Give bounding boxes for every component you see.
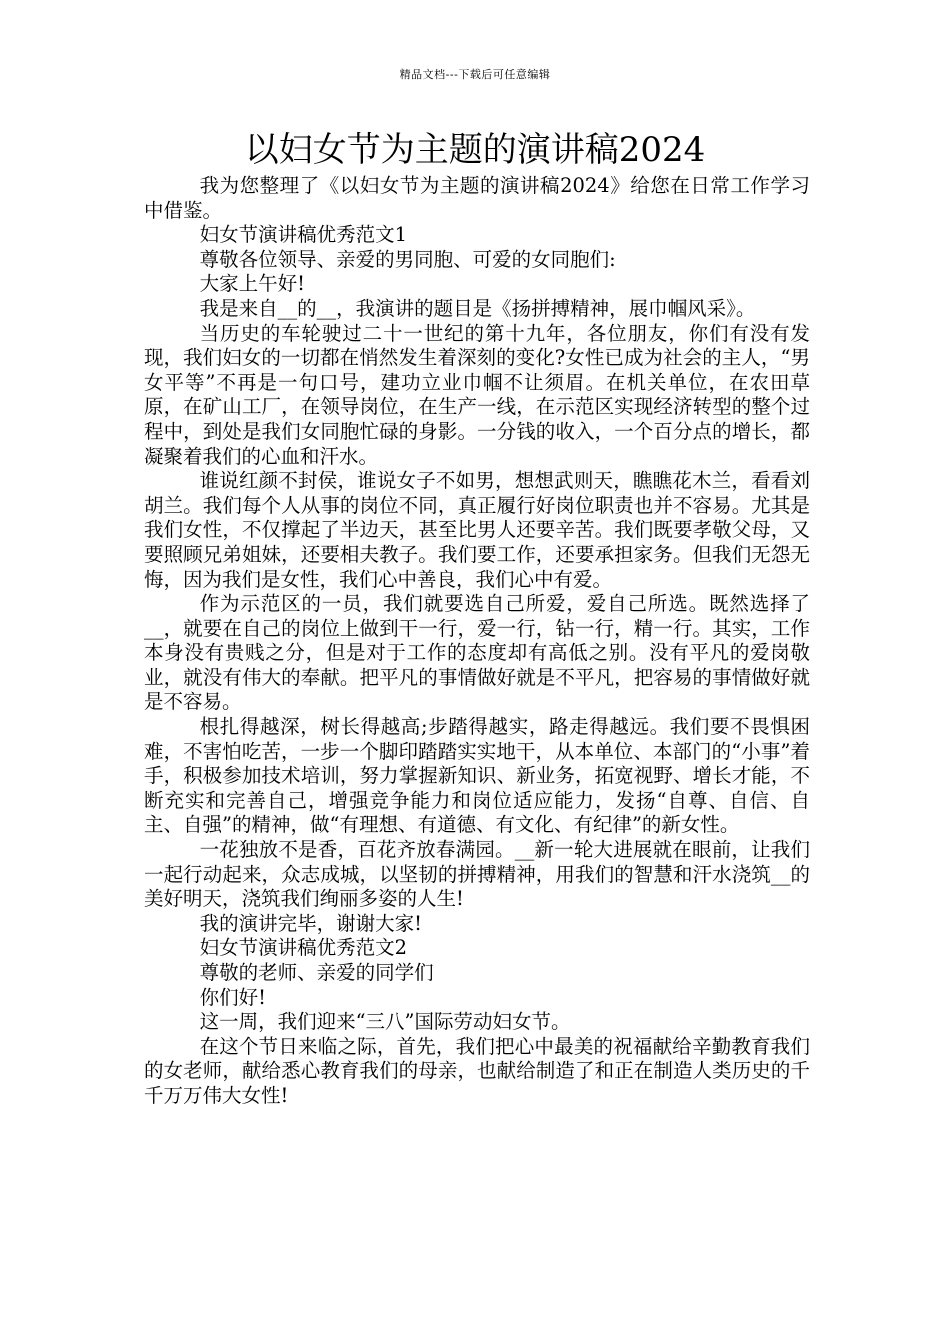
speech-paragraph: 一花独放不是香，百花齐放春满园。__新一轮大进展就在眼前，让我们一起行动起来，众志成城，以坚韧的拼搏精神，用我们的智慧和汗水浇筑__的美好明天，浇筑我们绚丽多姿的人生! — [144, 838, 810, 911]
speech-paragraph: 作为示范区的一员，我们就要选自己所爱，爱自己所选。既然选择了__，就要在自己的岗位上做到干一行，爱一行，钻一行，精一行。其实，工作本身没有贵贱之分，但是对于工作的态度却有高低之别。没有平凡的爱岗敬业，就没有伟大的奉献。把平凡的事情做好就是不平凡，把容易的事情做好就是不容易。 — [144, 592, 810, 714]
intro-paragraph: 我为您整理了《以妇女节为主题的演讲稿2024》给您在日常工作学习中借鉴。 — [144, 174, 810, 222]
salutation: 尊敬各位领导、亲爱的男同胞、可爱的女同胞们: — [199, 247, 616, 271]
speech-paragraph: 我是来自__的__，我演讲的题目是《扬拼搏精神，展巾帼风采》。 — [199, 296, 756, 320]
section-heading-1: 妇女节演讲稿优秀范文1 — [199, 223, 407, 247]
speech-paragraph: 这一周，我们迎来“三八”国际劳动妇女节。 — [199, 1010, 571, 1034]
speech-paragraph: 在这个节日来临之际，首先，我们把心中最美的祝福献给辛勤教育我们的女老师，献给悉心教育我们的母亲，也献给制造了和正在制造人类历史的千千万万伟大女性! — [144, 1034, 810, 1107]
speech-paragraph: 谁说红颜不封侯，谁说女子不如男，想想武则天，瞧瞧花木兰，看看刘胡兰。我们每个人从事的岗位不同，真正履行好岗位职责也并不容易。尤其是我们女性，不仅撑起了半边天，甚至比男人还要辛苦。我们既要孝敬父母，又要照顾兄弟姐妹，还要相夫教子。我们要工作，还要承担家务。但我们无怨无悔，因为我们是女性，我们心中善良，我们心中有爱。 — [144, 469, 810, 591]
section-heading-2: 妇女节演讲稿优秀范文2 — [199, 936, 407, 960]
document-title: 以妇女节为主题的演讲稿2024 — [244, 130, 706, 170]
speech-paragraph: 根扎得越深，树长得越高;步踏得越实，路走得越远。我们要不畏惧困难，不害怕吃苦，一步一个脚印踏踏实实地干，从本单位、本部门的“小事”着手，积极参加技术培训，努力掌握新知识、新业务，拓宽视野、增长才能，不断充实和完善自己，增强竞争能力和岗位适应能力，发扬“自尊、自信、自主、自强”的精神，做“有理想、有道德、有文化、有纪律”的新女性。 — [144, 715, 810, 837]
closing-line: 我的演讲完毕，谢谢大家! — [199, 911, 422, 935]
greeting: 你们好! — [199, 985, 266, 1009]
salutation: 尊敬的老师、亲爱的同学们 — [199, 961, 434, 984]
greeting: 大家上午好! — [199, 272, 305, 296]
header-note: 精品文档---下载后可任意编辑 — [399, 68, 551, 81]
speech-paragraph: 当历史的车轮驶过二十一世纪的第十九年，各位朋友，你们有没有发现，我们妇女的一切都在悄然发生着深刻的变化?女性已成为社会的主人，“男女平等”不再是一句口号，建功立业巾帼不让须眉。在机关单位，在农田草原，在矿山工厂，在领导岗位，在生产一线，在示范区实现经济转型的整个过程中，到处是我们女同胞忙碌的身影。一分钱的收入，一个百分点的增长，都凝聚着我们的心血和汗水。 — [144, 321, 810, 468]
document-body — [144, 174, 810, 1109]
